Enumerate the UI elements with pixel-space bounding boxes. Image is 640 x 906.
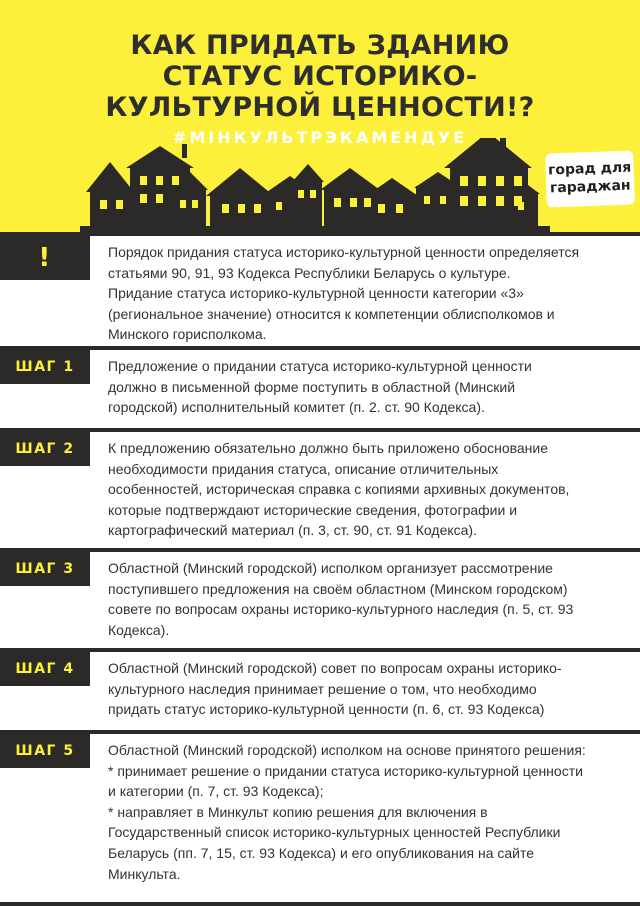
intro-block <box>0 232 640 346</box>
header-banner <box>0 0 640 232</box>
title-line: СТАТУС ИСТОРИКО- <box>162 61 478 92</box>
step-text <box>108 356 628 418</box>
text-line: Минского горисполкома. <box>108 326 267 343</box>
title-line: КАК ПРИДАТЬ ЗДАНИЮ <box>130 30 510 61</box>
step-1 <box>0 346 640 428</box>
text-line: Областной (Минский городской) исполком организует рассмотрение <box>108 560 553 576</box>
bottom-divider <box>0 902 640 906</box>
text-line: Кодекса). <box>108 621 170 638</box>
step-text <box>108 740 628 884</box>
hashtag: #МІНКУЛЬТРЭКАМЕНДУЕ <box>172 128 468 147</box>
text-line: поступившего предложения на своём областном (Минском городском) <box>108 580 568 597</box>
step-text <box>108 242 628 345</box>
step-badge: ШАГ 2 <box>0 432 90 466</box>
step-badge: ШАГ 1 <box>0 350 90 384</box>
text-line: * направляет в Минкульт копию решения для включения в <box>108 803 488 820</box>
text-line: статьями 90, 91, 93 Кодекса Республики Беларусь о культуре. <box>108 264 511 281</box>
title-line: КУЛЬТУРНОЙ ЦЕННОСТИ!? <box>105 92 535 123</box>
step-badge: ШАГ 4 <box>0 652 90 686</box>
text-line: должно в письменной форме поступить в областной (Минский <box>108 378 516 395</box>
text-line: Беларусь (пп. 7, 15, ст. 93 Кодекса) и его опубликования на сайте <box>108 844 535 861</box>
page-title <box>0 30 640 123</box>
step-4 <box>0 648 640 730</box>
step-text <box>108 438 628 541</box>
text-line: Государственный список историко-культурных ценностей Республики <box>108 824 561 841</box>
text-line: Областной (Минский городской) исполком на основе принятого решения: <box>108 742 586 758</box>
text-line: (региональное значение) относится к компетенции облисполкомов и <box>108 305 555 322</box>
text-line: и категории (п. 7, ст. 93 Кодекса); <box>108 783 324 800</box>
text-line: Областной (Минский городской) совет по вопросам охраны историко- <box>108 660 562 676</box>
text-line: Предложение о придании статуса историко-культурной ценности <box>108 358 532 374</box>
sticker-line: гараджан <box>549 177 631 197</box>
step-badge: ШАГ 5 <box>0 734 90 768</box>
step-text <box>108 558 628 640</box>
text-line: К предложению обязательно должно быть приложено обоснование <box>108 440 549 456</box>
step-2 <box>0 428 640 548</box>
text-line: * принимает решение о придании статуса историко-культурной ценности <box>108 762 583 779</box>
step-5 <box>0 730 640 902</box>
text-line: необходимости придания статуса, описание отличительных <box>108 460 499 477</box>
text-line: городской) исполнительный комитет (п. 2. ст. 90 Кодекса). <box>108 399 485 416</box>
exclamation-icon: ! <box>0 236 90 280</box>
city-skyline-icon <box>0 138 640 232</box>
text-line: картографический материал (п. 3, ст. 90, ст. 91 Кодекса). <box>108 522 477 539</box>
step-text <box>108 658 628 720</box>
text-line: которые подтверждают исторические сведения, фотографии и <box>108 501 518 518</box>
text-line: Порядок придания статуса историко-культурной ценности определяется <box>108 244 580 260</box>
sticker-line: горад для <box>547 159 632 179</box>
sticker-label <box>545 150 635 207</box>
text-line: особенностей, историческая справка с копиями архивных документов, <box>108 481 570 498</box>
text-line: совете по вопросам охраны историко-культурного наследия (п. 5, ст. 93 <box>108 601 574 618</box>
text-line: Придание статуса историко-культурной ценности категории «3» <box>108 285 524 302</box>
step-3 <box>0 548 640 648</box>
step-badge: ШАГ 3 <box>0 552 90 586</box>
text-line: придать статус историко-культурной ценности (п. 6, ст. 93 Кодекса) <box>108 701 545 718</box>
text-line: Минкульта. <box>108 865 181 882</box>
text-line: культурного наследия принимает решение о том, что необходимо <box>108 680 537 697</box>
